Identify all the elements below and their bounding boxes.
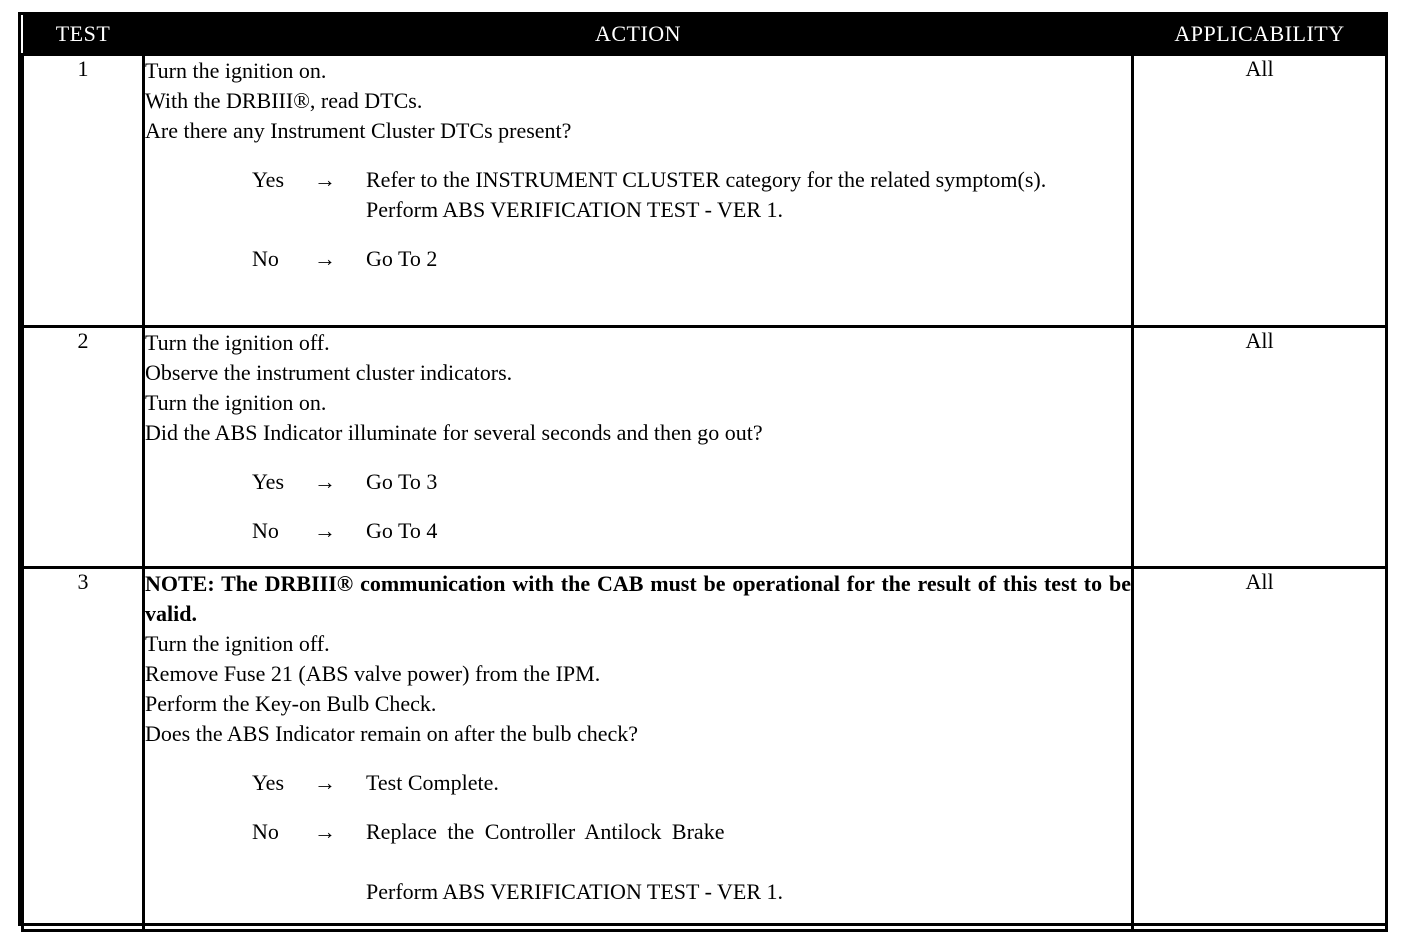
- action-step: With the DRBIII®, read DTCs.: [145, 88, 423, 113]
- diagnostic-table: [21, 15, 1388, 932]
- header-applicability: APPLICABILITY: [1133, 15, 1387, 55]
- action-step: Turn the ignition on.: [145, 390, 327, 415]
- action-step: Turn the ignition off.: [145, 631, 330, 656]
- outcome-result: [366, 244, 1131, 274]
- result-line: Go To 2: [366, 246, 438, 271]
- header-row: [23, 15, 1387, 55]
- action-cell: [144, 55, 1133, 327]
- outcome-answer: No: [252, 246, 279, 271]
- action-step: Are there any Instrument Cluster DTCs present?: [145, 118, 572, 143]
- result-line: Go To 4: [366, 518, 438, 543]
- action-step: Did the ABS Indicator illuminate for several seconds and then go out?: [145, 420, 763, 445]
- arrow-right-icon: →: [314, 246, 336, 271]
- header-action: ACTION: [144, 15, 1133, 55]
- action-step: Remove Fuse 21 (ABS valve power) from the IPM.: [145, 661, 601, 686]
- result-line: Perform ABS VERIFICATION TEST - VER 1.: [366, 197, 784, 222]
- action-step: Perform the Key-on Bulb Check.: [145, 691, 437, 716]
- action-step: Turn the ignition on.: [145, 58, 327, 83]
- outcome-result: [366, 516, 1131, 546]
- outcome-no: [252, 244, 1131, 274]
- table-row: [23, 327, 1387, 568]
- applicability-value: All: [1133, 568, 1387, 931]
- outcome-yes: [252, 467, 1131, 497]
- table-row: [23, 55, 1387, 327]
- outcome-no: [252, 516, 1131, 546]
- diagnostic-table-sheet: [18, 12, 1388, 926]
- result-line: Test Complete.: [366, 770, 499, 795]
- outcome-no: [252, 817, 1131, 907]
- outcome-yes: [252, 768, 1131, 798]
- arrow-right-icon: →: [314, 770, 336, 795]
- result-line: Refer to the INSTRUMENT CLUSTER category for the related symptom(s).: [366, 167, 1047, 192]
- table-row: [23, 568, 1387, 931]
- outcome-answer: No: [252, 518, 279, 543]
- table-body: [23, 55, 1387, 931]
- arrow-right-icon: →: [314, 469, 336, 494]
- action-step: Does the ABS Indicator remain on after the bulb check?: [145, 721, 639, 746]
- action-step: Turn the ignition off.: [145, 330, 330, 355]
- result-line: Replace the Controller Antilock Brake: [366, 819, 725, 844]
- test-number: 3: [23, 568, 144, 931]
- result-line: Go To 3: [366, 469, 438, 494]
- action-step: Observe the instrument cluster indicators.: [145, 360, 513, 385]
- header-test: TEST: [23, 15, 144, 55]
- action-cell: [144, 568, 1133, 931]
- outcome-answer: Yes: [252, 167, 285, 192]
- applicability-value: All: [1133, 55, 1387, 327]
- outcome-answer: No: [252, 819, 279, 844]
- arrow-right-icon: →: [314, 819, 336, 844]
- action-cell: [144, 327, 1133, 568]
- note-text: NOTE: The DRBIII® communication with the CAB must be operational for the result of this test to be valid.: [145, 571, 1131, 626]
- arrow-right-icon: →: [314, 518, 336, 543]
- outcome-yes: [252, 165, 1131, 225]
- result-line: Perform ABS VERIFICATION TEST - VER 1.: [366, 879, 784, 904]
- outcome-result: [366, 165, 1131, 225]
- test-number: 1: [23, 55, 144, 327]
- outcome-result: [366, 467, 1131, 497]
- outcome-result: [366, 817, 1131, 907]
- arrow-right-icon: →: [314, 167, 336, 192]
- applicability-value: All: [1133, 327, 1387, 568]
- test-number: 2: [23, 327, 144, 568]
- outcome-answer: Yes: [252, 469, 285, 494]
- outcome-answer: Yes: [252, 770, 285, 795]
- outcome-result: [366, 768, 1131, 798]
